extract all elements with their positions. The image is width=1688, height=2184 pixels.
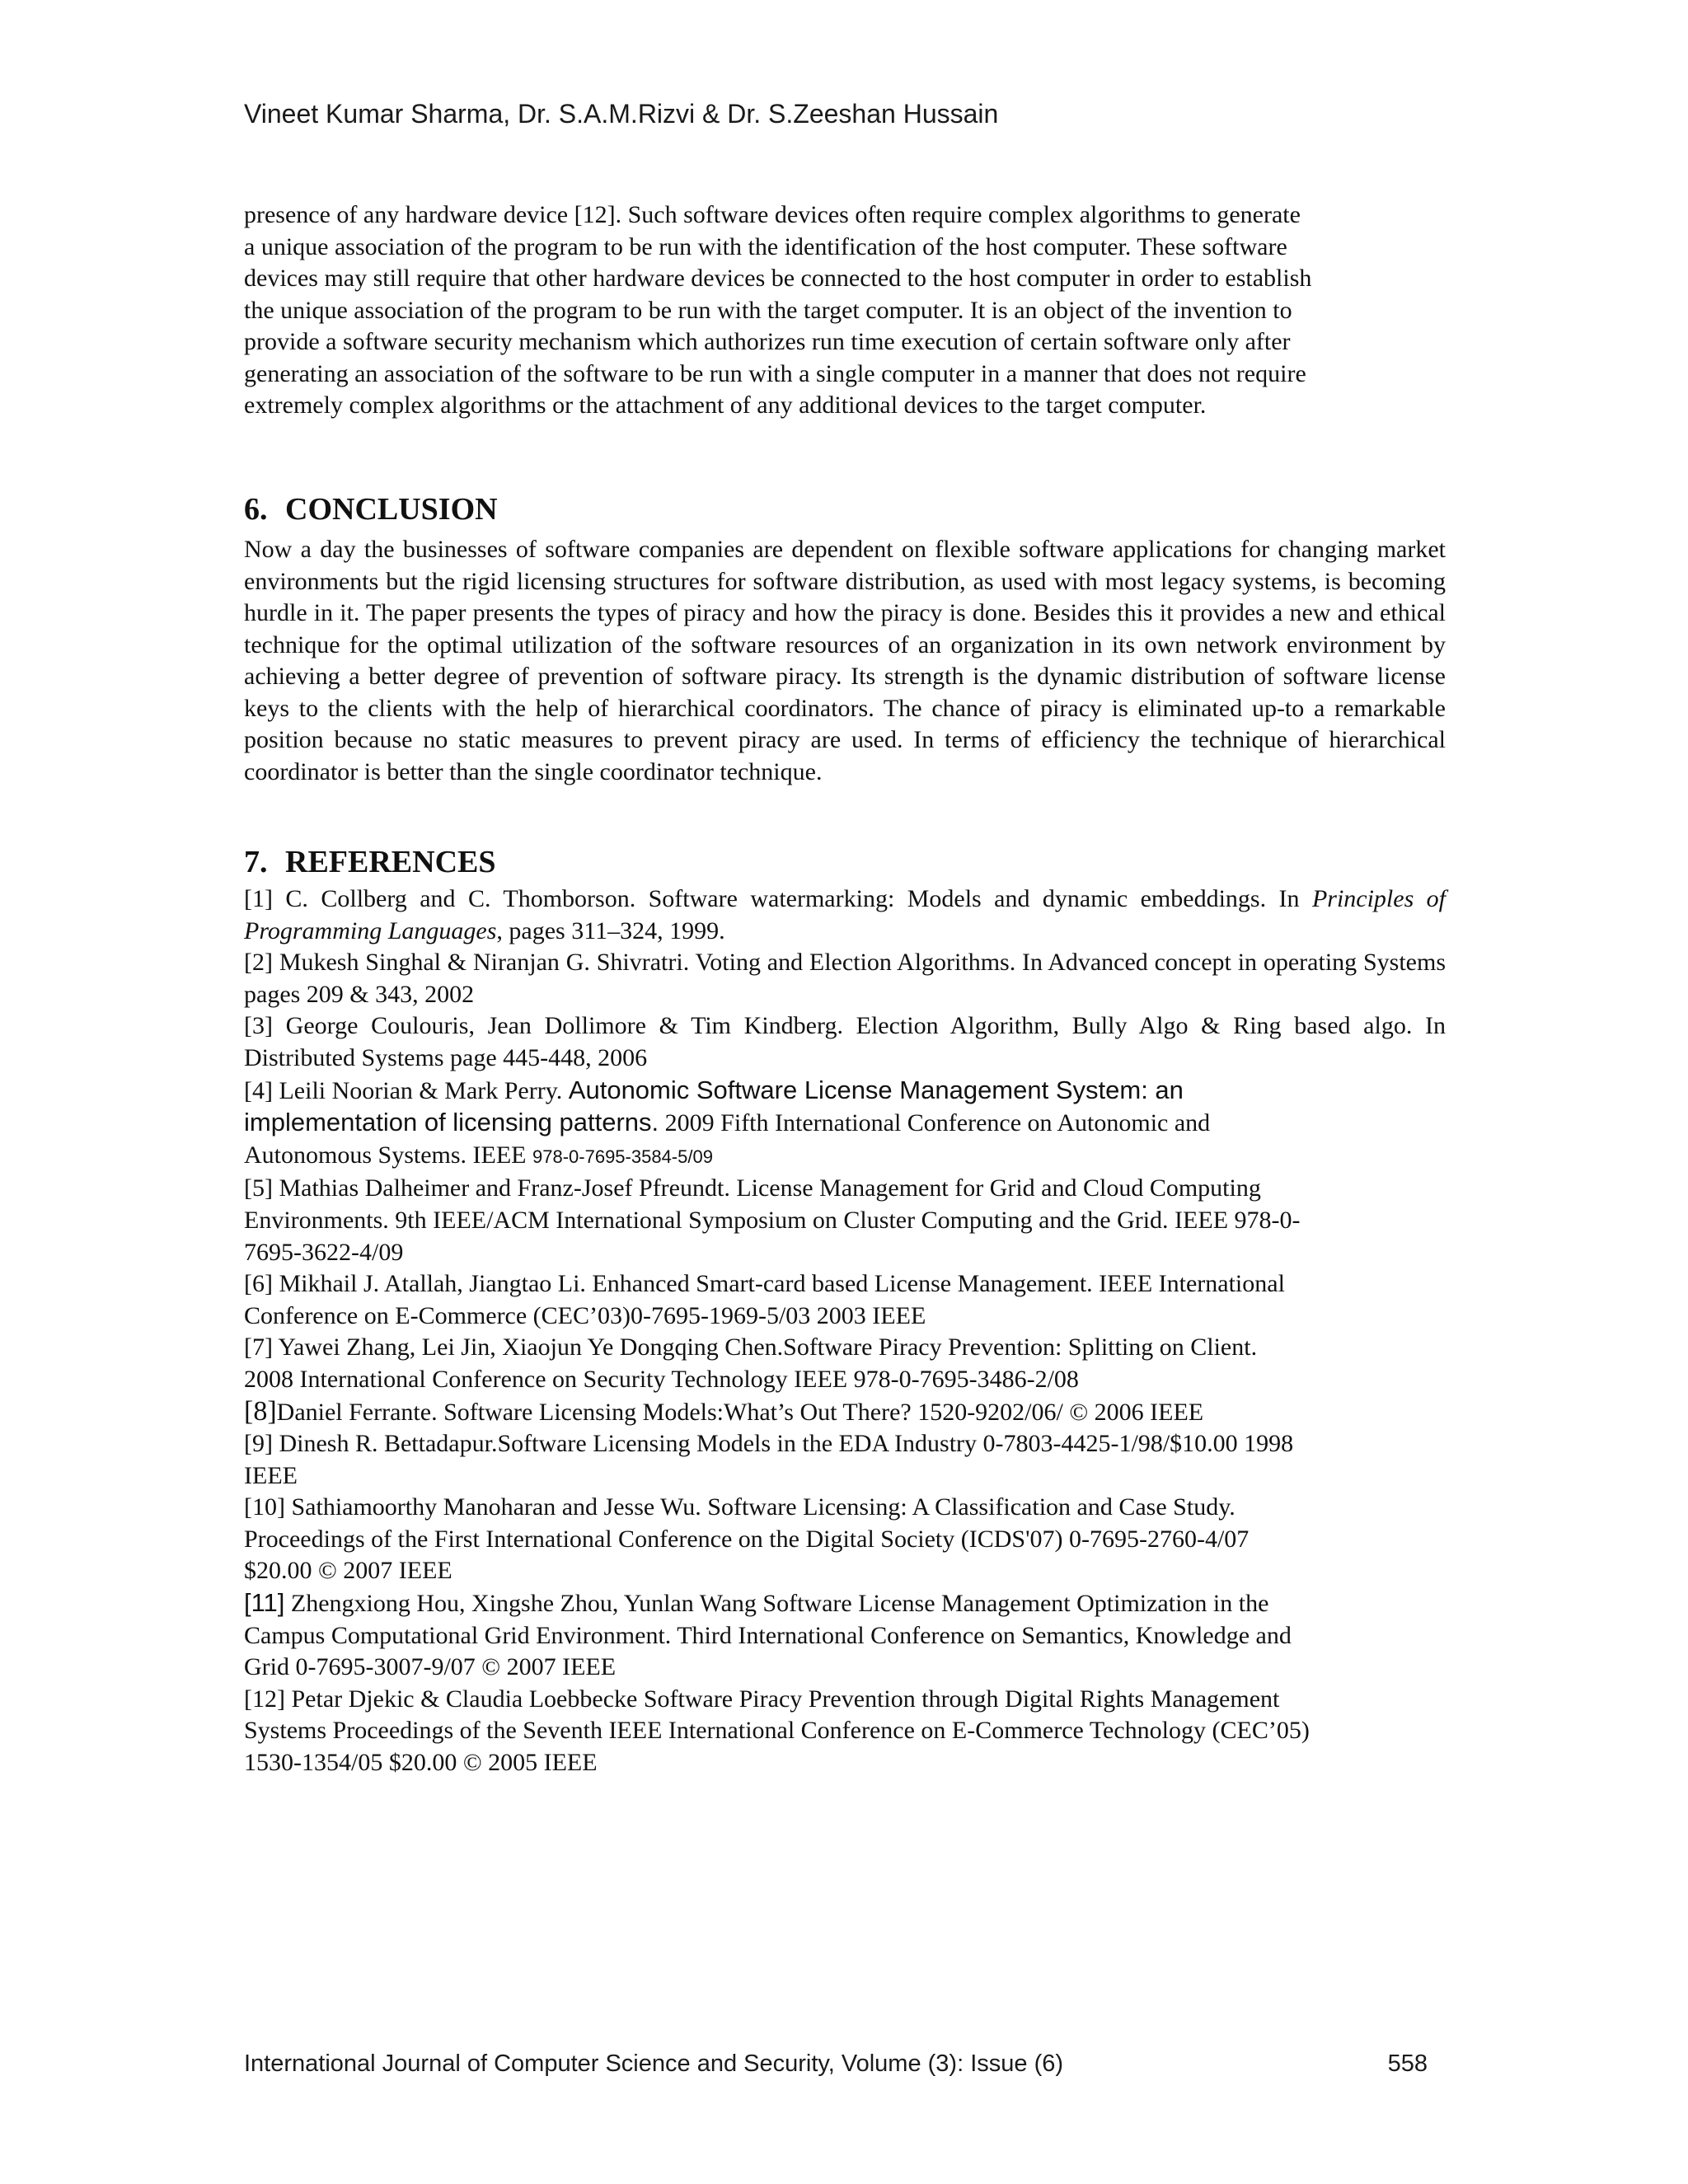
ref-label: [3] — [244, 1012, 273, 1040]
ref-label: [12] — [244, 1685, 285, 1713]
reference-item-9 — [244, 1428, 1446, 1492]
section-title: REFERENCES — [285, 845, 496, 879]
ref-line — [244, 1173, 1446, 1205]
intro-line: the unique association of the program to be run with the target computer. It is an object of the invention to — [244, 296, 1292, 324]
ref-label: [5] — [244, 1174, 273, 1202]
ref-venue: Autonomous Systems. IEEE — [244, 1141, 527, 1169]
ref-line: Proceedings of the First International Conference on the Digital Society (ICDS'07) 0-7695-2760-4/07 — [244, 1525, 1250, 1553]
ref-label: [9] — [244, 1430, 273, 1458]
ref-label: [1] — [244, 885, 273, 912]
section-number: 7. — [244, 845, 268, 879]
intro-paragraph — [244, 199, 1446, 422]
ref-line — [244, 1587, 1446, 1620]
conclusion-heading — [244, 491, 498, 527]
reference-item-5 — [244, 1173, 1446, 1268]
footer-page-number: 558 — [1387, 2050, 1428, 2077]
ref-line — [244, 1075, 1446, 1108]
reference-item-4 — [244, 1075, 1446, 1174]
ref-line — [244, 1492, 1446, 1524]
reference-item-6 — [244, 1268, 1446, 1332]
footer-journal-name: International Journal of Computer Science and Security, Volume (3): Issue (6) — [244, 2050, 1064, 2077]
reference-item-3 — [244, 1010, 1446, 1074]
ref-line: Systems Proceedings of the Seventh IEEE International Conference on E-Commerce Technology (CEC’05) — [244, 1717, 1310, 1745]
references-heading — [244, 844, 496, 880]
intro-line: extremely complex algorithms or the attachment of any additional devices to the target computer. — [244, 391, 1207, 419]
ref-label: [2] — [244, 949, 273, 977]
reference-item-8 — [244, 1396, 1446, 1429]
ref-line — [244, 1107, 1446, 1140]
intro-line: generating an association of the software to be run with a single computer in a manner that does not require — [244, 359, 1306, 387]
ref-isbn: 978-0-7695-3584-5/09 — [532, 1146, 713, 1167]
section-number: 6. — [244, 492, 268, 527]
conclusion-paragraph: Now a day the businesses of software companies are dependent on flexible software applications for changing market environments but the rigid licensing structures for software distribution, as used with most legacy systems, is becoming hurdle in it. The paper presents the types of piracy and how the piracy is done. Besides this it provides a new and ethical technique for the optimal utilization of the software resources of an organization in its own network environment by achieving a better degree of prevention of software piracy. Its strength is the dynamic distribution of software license keys to the clients with the help of hierarchical coordinators. The chance of piracy is eliminated up-to a remarkable position because no static measures to prevent piracy are used. In terms of efficiency the technique of hierarchical coordinator is better than the single coordinator technique. — [244, 536, 1446, 785]
ref-line — [244, 1684, 1446, 1716]
ref-text: Mathias Dalheimer and Franz-Josef Pfreundt. License Management for Grid and Cloud Computing — [279, 1174, 1261, 1202]
running-header-authors: Vineet Kumar Sharma, Dr. S.A.M.Rizvi & Dr. S.Zeeshan Hussain — [244, 99, 999, 129]
intro-line: a unique association of the program to be run with the identification of the host computer. These software — [244, 232, 1287, 260]
reference-item-1 — [244, 883, 1446, 947]
ref-authors: Leili Noorian & Mark Perry. — [279, 1076, 563, 1104]
intro-line: presence of any hardware device [12]. Such software devices often require complex algorithms to generate — [244, 201, 1301, 228]
ref-text: Mukesh Singhal & Niranjan G. Shivratri. Voting and Election Algorithms. In Advanced concept in operating Systems pages 209 & 343, 2002 — [244, 949, 1446, 1008]
ref-label: [4] — [244, 1076, 273, 1104]
ref-label: [7] — [244, 1333, 273, 1361]
ref-line: 1530-1354/05 $20.00 © 2005 IEEE — [244, 1749, 598, 1777]
ref-text: Yawei Zhang, Lei Jin, Xiaojun Ye Dongqing Chen.Software Piracy Prevention: Splitting on Client. — [278, 1333, 1258, 1361]
reference-item-2 — [244, 947, 1446, 1010]
ref-line: Conference on E-Commerce (CEC’03)0-7695-1969-5/03 2003 IEEE — [244, 1301, 926, 1329]
section-title: CONCLUSION — [285, 492, 498, 527]
ref-line — [244, 1332, 1446, 1364]
ref-line: Campus Computational Grid Environment. Third International Conference on Semantics, Knowledge and — [244, 1621, 1292, 1649]
ref-label: [11] — [244, 1588, 285, 1618]
reference-item-11 — [244, 1587, 1446, 1684]
ref-venue: Principles of Programming Languages — [244, 885, 1447, 944]
intro-line: devices may still require that other hardware devices be connected to the host computer in order to establish — [244, 265, 1312, 292]
ref-line — [244, 1140, 1446, 1174]
ref-text: Sathiamoorthy Manoharan and Jesse Wu. Software Licensing: A Classification and Case Study. — [291, 1493, 1236, 1521]
ref-line: $20.00 © 2007 IEEE — [244, 1557, 452, 1585]
ref-text: C. Collberg and C. Thomborson. Software watermarking: Models and dynamic embeddings. In — [285, 885, 1300, 912]
ref-text: Mikhail J. Atallah, Jiangtao Li. Enhanced Smart-card based License Management. IEEE International — [279, 1270, 1285, 1298]
reference-item-12 — [244, 1684, 1446, 1779]
ref-line: Environments. 9th IEEE/ACM International Symposium on Cluster Computing and the Grid. IEEE 978-0- — [244, 1206, 1301, 1234]
ref-label: [6] — [244, 1270, 273, 1298]
reference-list — [244, 883, 1446, 1779]
ref-text: Daniel Ferrante. Software Licensing Models:What’s Out There? 1520-9202/06/ © 2006 IEEE — [276, 1398, 1204, 1426]
ref-line: Grid 0-7695-3007-9/07 © 2007 IEEE — [244, 1653, 617, 1681]
ref-line: IEEE — [244, 1461, 298, 1489]
ref-line: 7695-3622-4/09 — [244, 1238, 404, 1266]
ref-text: Petar Djekic & Claudia Loebbecke Software Piracy Prevention through Digital Rights Management — [291, 1685, 1280, 1713]
ref-text: George Coulouris, Jean Dollimore & Tim Kindberg. Election Algorithm, Bully Algo & Ring based algo. In Distributed Systems page 445-448, 2006 — [244, 1012, 1447, 1071]
intro-line: provide a software security mechanism which authorizes run time execution of certain software only after — [244, 328, 1291, 355]
ref-title: Autonomic Software License Management System: an — [568, 1075, 1184, 1104]
reference-item-10 — [244, 1492, 1446, 1587]
ref-text: , pages 311–324, 1999. — [496, 916, 725, 944]
ref-text: Dinesh R. Bettadapur.Software Licensing Models in the EDA Industry 0-7803-4425-1/98/$10.00 1998 — [279, 1430, 1294, 1458]
ref-text: Zhengxiong Hou, Xingshe Zhou, Yunlan Wang Software License Management Optimization in the — [290, 1590, 1269, 1618]
ref-label: [8] — [244, 1395, 277, 1427]
ref-label: [10] — [244, 1493, 285, 1521]
reference-item-7 — [244, 1332, 1446, 1395]
ref-title: implementation of licensing patterns. — [244, 1108, 659, 1137]
ref-line — [244, 1428, 1446, 1460]
ref-line: 2008 International Conference on Security Technology IEEE 978-0-7695-3486-2/08 — [244, 1365, 1079, 1393]
ref-line — [244, 1268, 1446, 1301]
ref-venue: 2009 Fifth International Conference on Autonomic and — [664, 1109, 1211, 1137]
